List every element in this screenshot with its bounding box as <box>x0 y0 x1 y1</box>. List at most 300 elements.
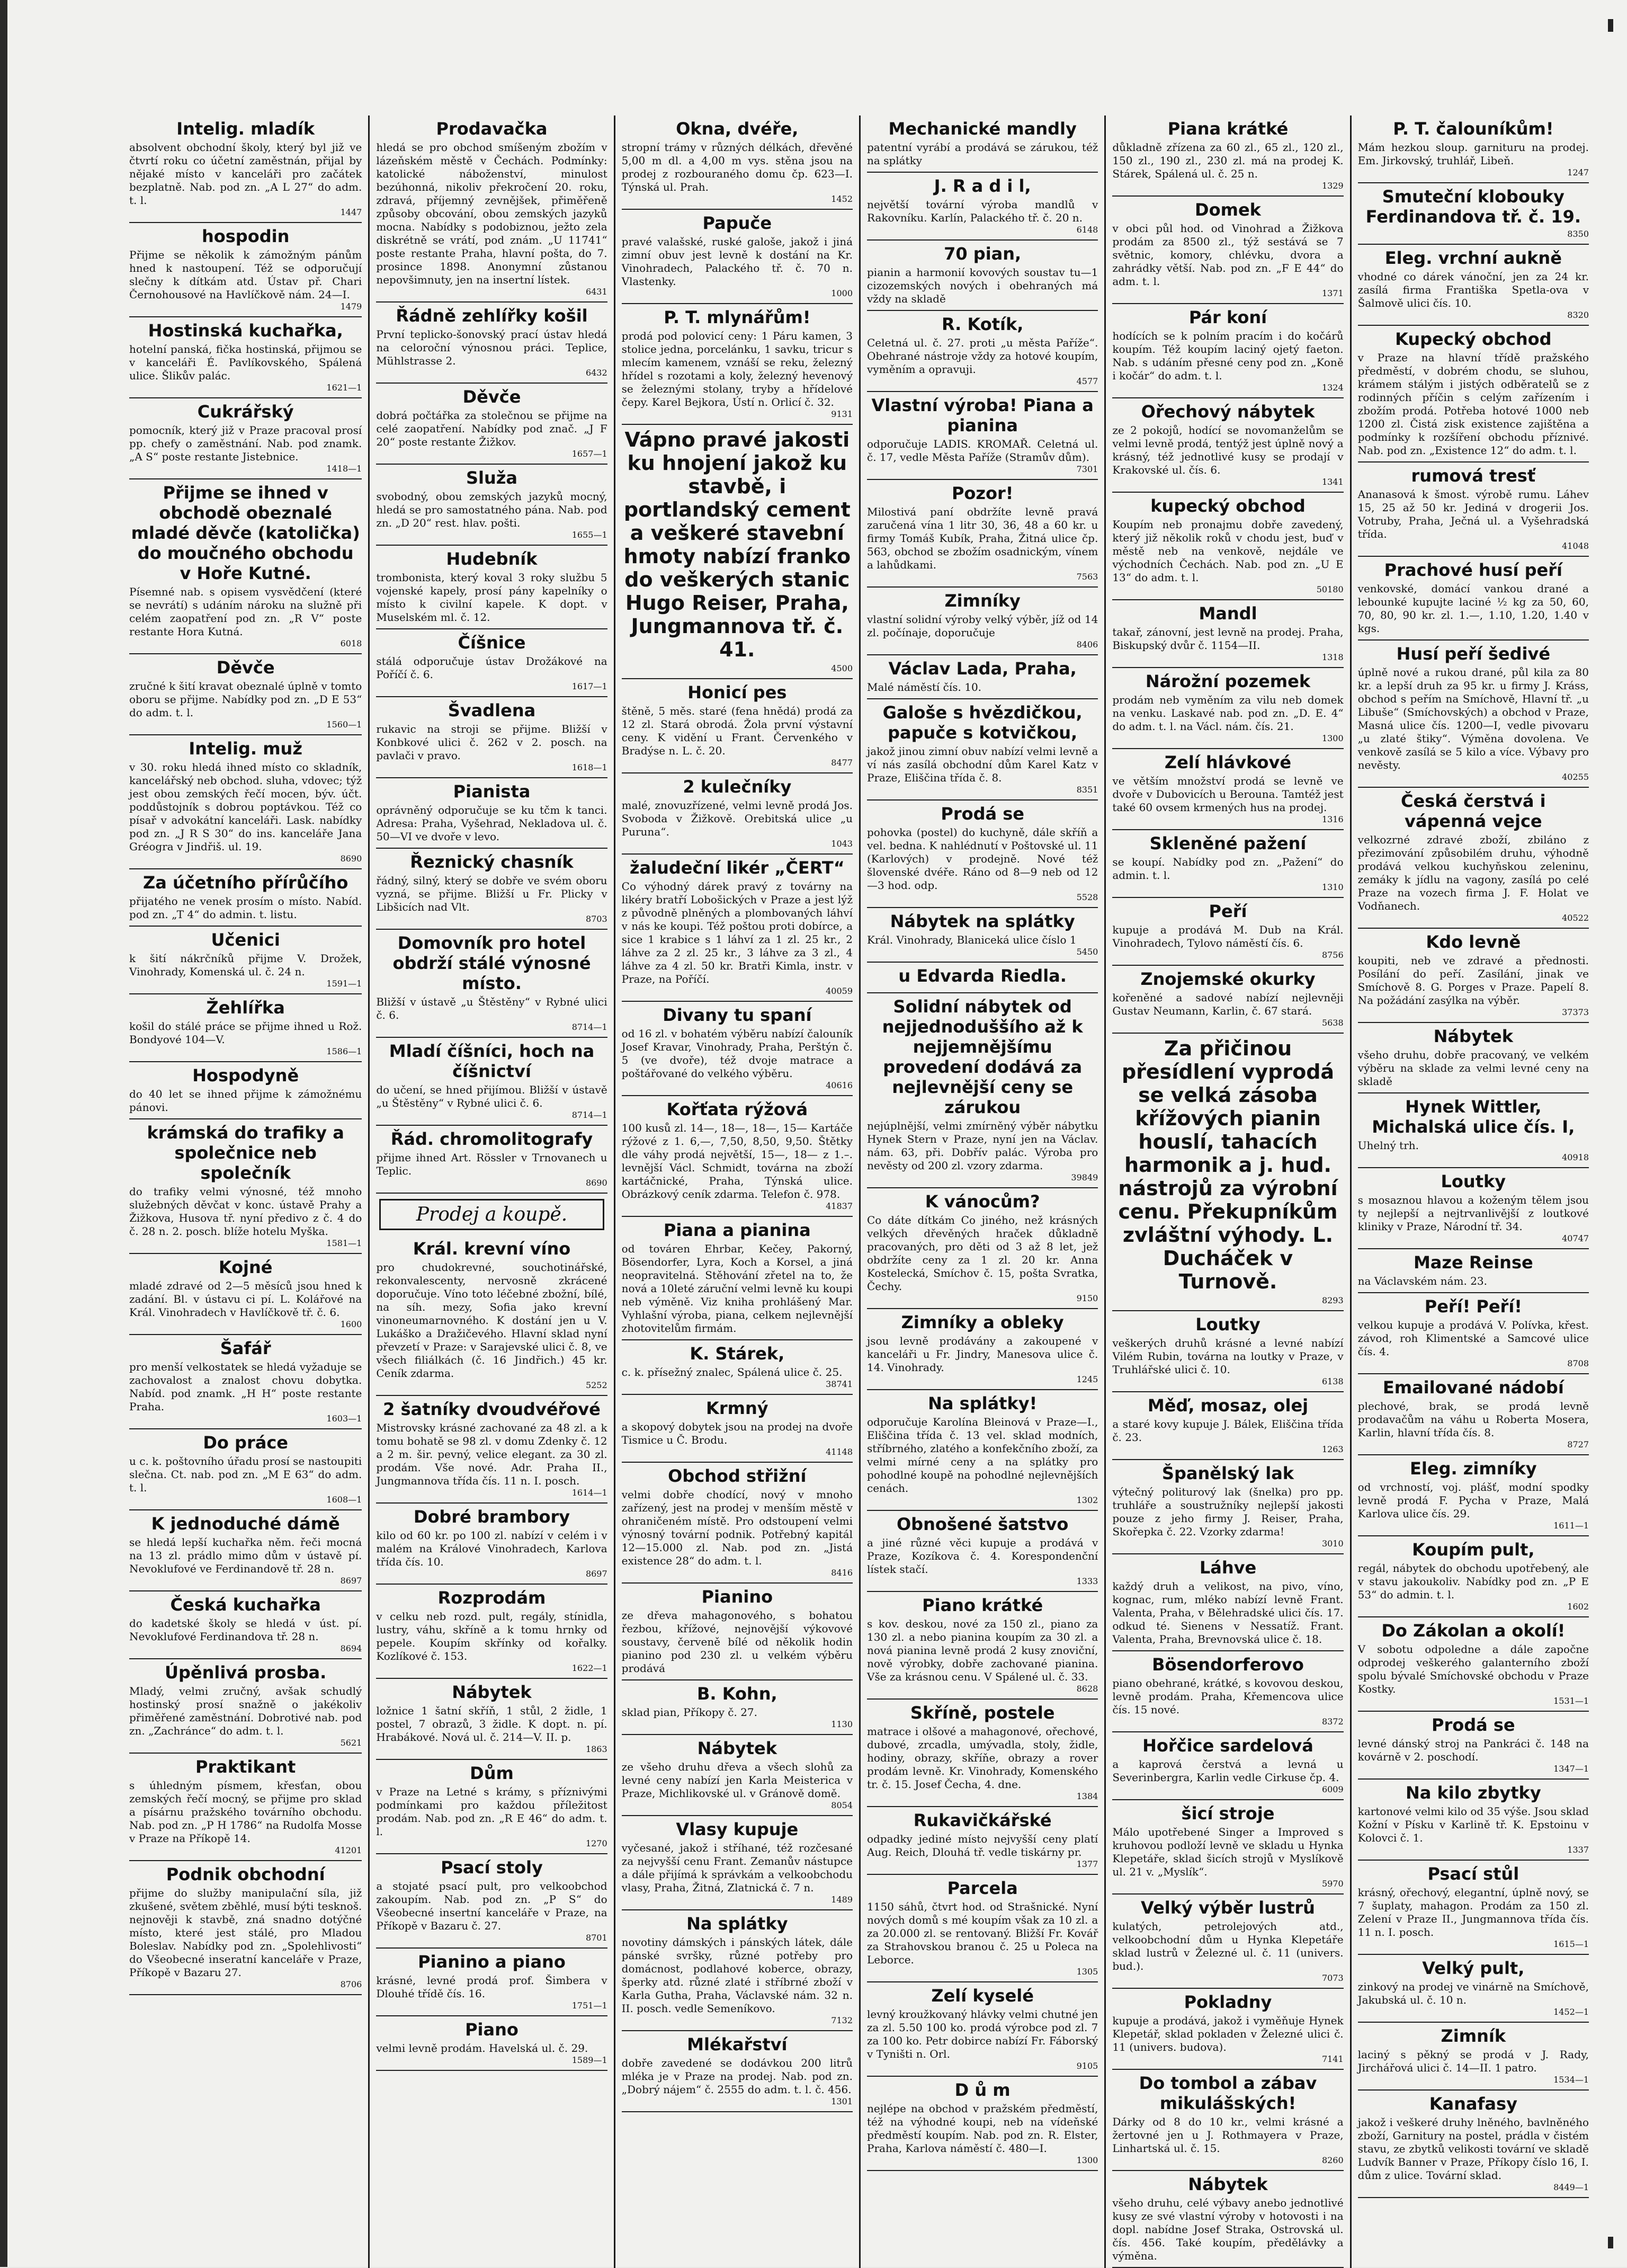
classified-ad <box>376 1038 607 1126</box>
ad-body: a skopový dobytek jsou na prodej na dvoře Tismice u Č. Brodu. <box>621 1420 853 1446</box>
ad-headline: Peří! Peří! <box>1424 1296 1522 1317</box>
ad-code: 8756 <box>1321 950 1344 960</box>
classified-ad <box>867 588 1098 655</box>
classified-ad <box>867 1700 1098 1807</box>
ad-body: jsou levně prodávány a zakoupené v kanceláři u Fr. Jindry, Manesova ulice č. 14. Vinohrady. <box>867 1335 1098 1374</box>
ad-headline: Peří <box>1209 901 1247 921</box>
ad-body: Uhelný trh. <box>1357 1139 1419 1152</box>
classified-ad <box>622 773 853 855</box>
classified-ad <box>622 855 853 1002</box>
ad-headline: Praktikant <box>195 1757 296 1777</box>
ad-body: Bližší v ústavě „u Štěstěny“ v Rybné ulici č. 6. <box>376 995 607 1021</box>
ad-body: stálá odporučuje ústav Drožákové na Poříčí č. 6. <box>376 655 607 681</box>
ad-headline: Galoše s hvězdičkou, papuče s kotvičkou, <box>882 702 1083 743</box>
ad-body: řádný, silný, který se dobře ve svém oboru vyzná, se přijme. Bližší u Fr. Plicky v Libšicích nad Vlt. <box>376 874 607 913</box>
classified-ad <box>622 1910 853 2031</box>
ad-column <box>614 115 859 2268</box>
ad-body: a staré kovy kupuje J. Bálek, Eliščina třída č. 23. <box>1112 1418 1344 1444</box>
ad-body: velkozrné zdravé zboží, zbiláno z přezimování způsobilém druhu, výhodně prodává velkou kuchyňskou zeleninu, zemáky k jídlu na vagony, zasílá po celé Praze na vozech firma J. F. Holat ve Vodňanech. <box>1357 833 1589 912</box>
ad-headline: Na kilo zbytky <box>1405 1783 1541 1803</box>
ad-headline: Parcela <box>947 1878 1018 1898</box>
ad-code: 1337 <box>1567 1845 1589 1855</box>
ad-code: 1301 <box>831 2096 853 2106</box>
section-heading-box: Prodej a koupě. <box>379 1199 604 1230</box>
ad-body: Mám hezkou sloup. garnituru na prodej. Em. Jirkovský, truhlář, Libeň. <box>1357 141 1589 167</box>
ad-headline: Okna, dvéře, <box>676 119 799 139</box>
classified-ad <box>622 1463 853 1584</box>
ad-headline: Pokladny <box>1184 1992 1272 2012</box>
ad-code: 1452—1 <box>1553 2007 1589 2017</box>
classified-ad <box>1358 463 1589 557</box>
classified-ad <box>129 1659 362 1754</box>
ad-code: 5621 <box>340 1738 362 1748</box>
classified-ad <box>376 465 607 546</box>
ad-headline: Eleg. vrchní aukně <box>1384 248 1562 268</box>
ad-body: Celetná ul. č. 27. proti „u města Paříže“. Obehrané nástroje vždy za hotové koupím, vyměním a opravuji. <box>867 336 1098 376</box>
ad-body: důkladně zřízena za 60 zl., 65 zl., 120 zl., 150 zl., 190 zl., 230 zl. má na prodej K. Stárek, Spálená ul. č. 25 n. <box>1112 141 1344 180</box>
ad-code: 8416 <box>831 1568 853 1578</box>
ad-code: 1611—1 <box>1553 1520 1589 1531</box>
ad-body: odporučuje Karolína Bleinová v Praze—I., Eliščina třída č. 13 vel. sklad modních, stříbrného, zlatého a konfekčního zboží, za velmi mírné ceny a na splátky pro pohodlné koupě na pohodlné nejlevnějších cenách. <box>867 1416 1098 1495</box>
ad-code: 8260 <box>1321 2155 1344 2165</box>
ad-headline: Kořťata rýžová <box>666 1099 808 1119</box>
ad-body: do trafiky velmi výnosné, též mnoho služebných děvčat v konc. ústavě Prahy a Žižkova, Husova tř. nyní předivo z č. 4 do č. 28 n. 2. posch. blíže hotelu Myška. <box>129 1185 362 1238</box>
ad-headline: Švadlena <box>448 700 536 721</box>
ad-headline: P. T. čalouníkům! <box>1393 119 1554 139</box>
ad-body: prodám neb vyměním za vilu neb domek na venku. Laskavé nab. pod zn. „D. E. 4“ do adm. t. l. na Václ. nám. čís. 21. <box>1112 693 1344 733</box>
ad-code: 41048 <box>1562 541 1589 551</box>
classified-ad <box>867 1982 1098 2077</box>
ad-code: 8703 <box>585 914 607 924</box>
ad-headline: Piano krátké <box>922 1595 1043 1615</box>
ad-headline: Král. krevní víno <box>413 1239 571 1259</box>
ad-code: 1531—1 <box>1553 1696 1589 1706</box>
classified-ad <box>129 654 362 735</box>
classified-ad <box>1358 1955 1589 2023</box>
ad-code: 1329 <box>1321 181 1344 191</box>
ad-code: 1300 <box>1321 733 1344 743</box>
ad-body: kořeněné a sadové nabízí nejlevněji Gustav Neumann, Karlin, č. 67 stará. <box>1112 991 1344 1017</box>
classified-ad <box>129 1861 362 1995</box>
ad-body: od továren Ehrbar, Kečey, Pakorný, Bösendorfer, Lyra, Koch a Korsel, a jiná neopravitelná. Stěhování zřetel na to, že nová a 10leté záruční velmi levně ku koupi neb výměně. Viz kniha prohlášený Mar. Vyhlašní výroba, piana, celkem nejlevnější zhotovitelům firmám. <box>621 1242 853 1335</box>
ad-body: novotiny dámských i pánských látek, dále pánské svršky, různé potřeby pro domácnost, podlahové koberce, obrazy, šperky atd. různé zlaté i stříbrné zboží v Karla Gutha, Praha, Václavské nám. 32 n. II. posch. vedle Semeníkovo. <box>621 1936 853 2015</box>
ad-headline: Do tombol a zábav mikulášských! <box>1139 2073 1317 2113</box>
ad-body: štěně, 5 měs. staré (fena hnědá) prodá za 12 zl. Stará obrodá. Žola první výstavní ceny. K vidění u Frant. Červenkého v Bradýse n. L. č. 20. <box>621 705 853 757</box>
ad-code: 8449—1 <box>1553 2182 1589 2192</box>
ad-body: hodících se k polním pracím i do kočárů koupím. Též koupím laciný ojetý faeton. Nab. s udáním přesné ceny pod zn. „Koně i kočár“ do adm. t. l. <box>1112 330 1344 382</box>
ad-code: 6431 <box>585 287 607 297</box>
classified-ad <box>1358 183 1589 245</box>
ad-code: 1418—1 <box>326 464 362 474</box>
ad-body: k šití nákrčníků přijme V. Drožek, Vinohrady, Komenská ul. č. 24 n. <box>129 952 362 978</box>
ad-body: trombonista, který koval 3 roky službu 5 vojenské kapely, prosí pány kapelníky o místo k civilní kapele. K dopt. v Muselském ml. č. 12. <box>376 571 607 624</box>
ad-headline: Kojné <box>218 1257 273 1277</box>
ad-headline: Nárožní pozemek <box>1145 671 1311 691</box>
ad-body: zručné k šití kravat obeznalé úplně v tomto oboru se přijme. Nabídky pod zn. „D E 53“ do adm. t. l. <box>129 680 362 719</box>
classified-ad <box>376 1235 607 1396</box>
ad-body: kulatých, petrolejových atd., velkoobchodní dům u Hynka Klepetáře sklad lustrů v Železné ul. č. 11 (univers. bud.). <box>1112 1920 1344 1972</box>
ad-headline: Mlékařství <box>687 2034 788 2054</box>
ad-code: 6009 <box>1321 1784 1344 1794</box>
ad-headline: Piana krátké <box>1167 119 1289 139</box>
ad-headline: krámská do trafiky a společnice neb společník <box>147 1123 344 1183</box>
ad-code: 6138 <box>1321 1376 1344 1386</box>
ad-body: nejlépe na obchod v pražském předměstí, též na výhodné koupi, neb na vídeňské předměstí koupím. Nab. pod zn. R. Elster, Praha, Karlova náměstí č. 480—I. <box>867 2102 1098 2155</box>
ad-headline: Vlasy kupuje <box>676 1819 799 1839</box>
classified-ad <box>1358 1861 1589 1955</box>
ad-body: Přijme se několik k zámožným pánům hned k nastoupení. Též se odporučují slečny k dítkám atd. Ústav př. Chari Černohousové na Havlíčkově nám. 24—I. <box>129 248 362 301</box>
ad-headline: Pár koní <box>1188 307 1267 327</box>
ad-body: velkou kupuje a prodává V. Polívka, křest. závod, roh Klimentské a Samcové ulice čís. 4. <box>1357 1319 1589 1358</box>
classified-ad <box>867 801 1098 908</box>
classified-ad <box>622 1584 853 1680</box>
ad-column <box>1104 115 1349 2268</box>
classified-ad <box>129 1335 362 1429</box>
ad-body: největší tovární výroba mandlů v Rakovníku. Karlín, Palackého tř. č. 20 n. <box>867 198 1098 224</box>
classified-ad <box>1358 1249 1589 1293</box>
ad-headline: Papuče <box>702 213 772 233</box>
ad-headline: 2 šatníky dvoudvéřové <box>383 1399 601 1419</box>
ad-headline: Nábytek <box>1433 1026 1514 1046</box>
ad-code: 8690 <box>340 853 362 864</box>
ad-body: stropní trámy v různých délkách, dřevěné 5,00 m dl. a 4,00 m vys. stěna jsou na prodej z rozbouraného domu čp. 623—I. Týnská ul. Prah. <box>621 141 853 193</box>
ad-headline: Domovník pro hotel obdrží stálé výnosné místo. <box>392 933 591 993</box>
ad-code: 8350 <box>1567 229 1589 239</box>
classified-ad <box>376 697 607 778</box>
ad-headline: K vánocům? <box>925 1191 1040 1212</box>
classified-ad <box>1358 1712 1589 1780</box>
ad-body: zinkový na prodej ve vinárně na Smíchově, Jakubská ul. č. 10 n. <box>1357 1980 1589 2006</box>
ad-body: a kaprová čerstvá a levná u Severinbergra, Karlin vedle Cirkuse čp. 4. <box>1112 1758 1344 1784</box>
classified-ad <box>1358 1168 1589 1249</box>
ad-body: hotelní panská, fička hostinská, přijmou se v kanceláři É. Pavlíkovského, Spálená ulice. Šlikův palác. <box>129 343 362 382</box>
ad-code: 1347—1 <box>1553 1764 1589 1774</box>
classified-ad <box>1358 641 1589 788</box>
ad-headline: Prachové husí peří <box>1384 560 1562 580</box>
ad-body: veškerých druhů krásné a levné nabízí Vilém Rubin, továrna na loutky v Praze, v Truhlářské ulici č. 10. <box>1112 1337 1344 1376</box>
classified-ad <box>1112 1392 1343 1460</box>
classified-ad <box>1358 1293 1589 1374</box>
classified-ad <box>1112 1651 1343 1732</box>
classified-ad <box>867 1390 1098 1511</box>
ad-body: 100 kusů zl. 14—, 18—, 18—, 15— Kartáče rýžové z 1. 6,—, 7,50, 8,50, 9,50. Štětky dle váhy prodá největší, 15—, 18— z 1.–. levnější Václ. Schmidt, továrna na zboží kartáčnické, Praha, Týnská ulice. Obrázkový ceník zdarma. Telefon č. 978. <box>621 1122 853 1200</box>
classified-ad <box>1112 197 1343 304</box>
ad-code: 8351 <box>1076 785 1098 795</box>
classified-ad <box>376 1504 607 1585</box>
ad-headline: K jednoduché dámě <box>151 1514 340 1534</box>
ad-code: 1591—1 <box>326 979 362 989</box>
classified-ad <box>376 303 607 384</box>
classified-ad <box>129 479 362 654</box>
ad-headline: Intelig. muž <box>189 739 302 759</box>
ad-headline: Za účetního přírůčího <box>143 873 348 893</box>
ad-body: levný kroužkovaný hlávky velmi chutné jen za zl. 5.50 100 ko. prodá výrobce pod zl. 7 za 100 ko. Petr dobirce nabízí Fr. Fáborský v Tyništi n. Orl. <box>867 2008 1098 2060</box>
classified-ad <box>1358 1780 1589 1861</box>
ad-code: 1333 <box>1076 1576 1098 1586</box>
ad-headline: Mechanické mandly <box>888 119 1077 139</box>
classified-ad <box>622 2031 853 2112</box>
ad-code: 1655—1 <box>571 530 607 540</box>
ad-headline: Dobré brambory <box>413 1507 570 1527</box>
ad-body: všeho druhu, dobře pracovaný, ve velkém výběru na sklade za velmi levné ceny na skladě <box>1357 1048 1589 1088</box>
ad-headline: Úpěnlivá prosba. <box>165 1662 327 1683</box>
ad-body: jakož i veškeré druhy lněného, bavlněného zboží, Garnitury na postel, prádla v čistém stavu, ze zbytků velikosti tovární ve skladě Ludvík Banner v Praze, Příkopy číslo 16, I. dům z ulice. Tovární sklad. <box>1357 2116 1589 2182</box>
ad-body: v celku neb rozd. pult, regály, stínidla, lustry, váhu, skříně a k tomu hrnky od pepele. Koupím skřínky od kořalky. Kozlíkové č. 153. <box>376 1610 607 1662</box>
ad-headline: Na splátky <box>686 1914 788 1934</box>
classified-ad <box>376 1679 607 1760</box>
ad-headline: Pianino <box>701 1587 773 1607</box>
ad-body: absolvent obchodní školy, který byl již ve čtvrtí roku co účetní zaměstnán, přijal by nějaké místo v kanceláři pro začátek bezplatně. Nab. pod zn. „A L 27“ do adm. t. l. <box>129 141 362 207</box>
ad-body: mladé zdravé od 2—5 měsíců jsou hned k zadání. Bl. v ústavu ci pí. L. Kolářové na Král. Vinohradech v Havlíčkově tř. č. 6. <box>129 1279 362 1319</box>
ad-body: Milostivá paní obdržíte levně pravá zaručená vína 1 litr 30, 36, 48 a 60 kr. u firmy Tomáš Kubík, Praha, Žitná ulice čp. 563, obchod se zbožím osadnickým, vínem a lahůdkami. <box>867 505 1098 571</box>
ad-code: 37373 <box>1562 1007 1589 1017</box>
classified-ad <box>1112 1311 1343 1392</box>
classified-ad <box>376 930 607 1038</box>
ad-body: pianin a harmonií kovových soustav tu—1 cizozemských nových i obehraných má vždy na skladě <box>867 266 1098 305</box>
classified-ad <box>622 304 853 425</box>
ad-body: 1150 sáhů, čtvrt hod. od Strašnické. Nyní nových domů s mé koupím však za 10 zl. a za 20.000 zl. se rentovaný. Bližší Fr. Kovář za Strahovskou branou č. 25 u Poleca na Leborce. <box>867 1900 1098 1966</box>
ad-headline: Velký výběr lustrů <box>1141 1898 1315 1918</box>
ad-headline: Piano <box>465 2020 519 2040</box>
ad-body: přijme do služby manipulační síla, již zkušené, světem zběhlé, musí býti tesknoš. nejnověji k stavbě, zná snadno dotýčné místo, které jest stálé, pro Mladou Boleslav. Nabídky pod zn. „Spolehlivosti“ do Všeobecné inseratní kanceláře v Praze, Příkopě v Bazaru 27. <box>129 1887 362 1979</box>
ad-code: 1603—1 <box>326 1413 362 1424</box>
classified-ad <box>129 1591 362 1659</box>
ad-body: přijatého ne venek prosím o místo. Nabíd. pod zn. „T 4“ do admin. t. listu. <box>129 895 362 921</box>
ad-headline: Prodá se <box>941 804 1024 824</box>
classified-ad <box>622 1340 853 1395</box>
ad-code: 1657—1 <box>571 449 607 459</box>
classified-ad <box>1112 749 1343 830</box>
ad-headline: Prodá se <box>1432 1715 1515 1735</box>
classified-ad <box>376 1760 607 1854</box>
classified-ad <box>867 173 1098 241</box>
ad-headline: Vápno pravé jakosti ku hnojení jakož ku stavbě, i portlandský cement a veškeré stavební hmoty nabízí franko do veškerých stanic Hugo Reiser, Praha, Jungmannova tř. č. 41. <box>623 428 851 661</box>
ad-code: 1452 <box>831 194 853 204</box>
ad-body: vhodné co dárek vánoční, jen za 24 kr. zasílá firma Františka Spetla-ova v Šalmově ulici čís. 10. <box>1357 270 1589 309</box>
ad-code: 1377 <box>1076 1859 1098 1869</box>
ad-headline: B. Kohn, <box>697 1684 777 1704</box>
ad-code: 1534—1 <box>1553 2075 1589 2085</box>
ad-body: ze 2 pokojů, hodící se novomanželům se velmi levně prodá, tentýž jest úplně nový a krásný, též jednotlivé kusy se prodají v Krakovské ul. čís. 6. <box>1112 424 1344 476</box>
classified-ad <box>867 241 1098 311</box>
ad-code: 1600 <box>340 1319 362 1329</box>
ad-body: c. k. přísežný znalec, Spálená ulice č. 25. <box>621 1366 843 1378</box>
ad-code: 1608—1 <box>326 1495 362 1505</box>
ad-body: laciný s pěkný se prodá v J. Rady, Jirchářová ulici č. 14—II. 1 patro. <box>1357 2048 1589 2074</box>
ad-headline: Koupím pult, <box>1412 1540 1535 1560</box>
ad-code: 1324 <box>1321 383 1344 393</box>
ad-headline: Hořčice sardelová <box>1142 1736 1313 1756</box>
classified-ad <box>1358 1455 1589 1536</box>
ad-body: a stojaté psací pult, pro velkoobchod zakoupím. Nab. pod zn. „P S“ do Všeobecné insertní kanceláře v Praze, na Příkopě v Bazaru č. 27. <box>376 1880 607 1932</box>
ad-headline: Nábytek <box>1188 2174 1268 2194</box>
ad-headline: Nábytek <box>697 1738 777 1758</box>
ad-code: 1270 <box>585 1838 607 1848</box>
ad-body: všeho druhu, celé výbavy anebo jednotlivé kusy ze své vlastní výroby v hotovosti i na dopl. nabídne Josef Straka, Ostrovská ul. čís. 456. Také koupím, předělávky a výměna. <box>1112 2196 1344 2262</box>
ad-code: 7301 <box>1076 464 1098 474</box>
ad-code: 1581—1 <box>326 1238 362 1248</box>
ad-body: svobodný, obou zemských jazyků mocný, hledá se pro samostatného pána. Nab. pod zn. „D 20“ rest. hlav. pošti. <box>376 490 607 529</box>
ad-code: 1371 <box>1321 288 1344 298</box>
ad-headline: Přijme se ihned v obchodě obeznalé mladé děvče (katolička) do moučného obchodu v Hoře Kutné. <box>131 483 360 583</box>
ad-code: 39849 <box>1071 1172 1098 1182</box>
classified-ad <box>1358 1093 1589 1168</box>
classified-ad <box>1358 1617 1589 1712</box>
ad-headline: Kdo levně <box>1426 932 1521 952</box>
ad-body: krásné, levné prodá prof. Šimbera v Dlouhé třídě čís. 16. <box>376 1974 607 2000</box>
ad-headline: Na splátky! <box>928 1393 1038 1413</box>
classified-ad <box>622 210 853 304</box>
classified-ad <box>129 1254 362 1335</box>
ad-headline: 2 kulečníky <box>683 777 792 797</box>
ad-headline: Služa <box>466 468 517 488</box>
ad-body: hledá se pro obchod smíšeným zbožím v lázeňském městě v Čechách. Podmínky: katolické náboženství, minulost bezúhonná, nikoliv překročení 20. roku, zdravá, příjemný zevnějšek, přiměřeně způsoby obcování, obou zemských jazyků mocna. Nabídky s podobiznou, ježto zela diskrétně se vrátí, pod znám. „U 11741“ poste restante Praha, hlavní pošta, do 7. prosince 1898. Anonymní zůstanou nepovšimnuty, jen na insertní lístek. <box>376 141 607 286</box>
ad-code: 1318 <box>1321 652 1344 662</box>
ad-headline: Husí peří šedivé <box>1396 644 1551 664</box>
ad-body: kartonové velmi kilo od 35 výše. Jsou sklad Kožní v Písku v Karlině tř. K. Epstoinu v Kolovci č. 1. <box>1357 1805 1589 1844</box>
classified-ad <box>129 1510 362 1591</box>
ad-headline: P. T. mlynářům! <box>664 307 811 327</box>
ad-body: od 16 zl. v bohatém výběru nabízí čalouník Josef Kravar, Vinohrady, Praha, Perštýn č. 5 (ve dvoře), též dvoje matrace a poštářované do velkého výběru. <box>621 1027 853 1080</box>
ad-code: 7132 <box>831 2015 853 2025</box>
classified-ad <box>1112 1895 1343 1989</box>
classified-ad <box>376 1126 607 1194</box>
ad-code: 40918 <box>1562 1152 1589 1162</box>
ad-body: malé, znovuzřízené, velmi levně prodá Jos. Svoboda v Žižkově. Orebitská ulice „u Puruna“. <box>621 799 853 838</box>
ad-body: na Václavském nám. 23. <box>1357 1275 1488 1287</box>
ad-headline: R. Kotík, <box>941 314 1024 334</box>
ad-body: dobrá počtářka za stolečnou se přijme na celé zaopatření. Nabídky pod znač. „J F 20“ poste restante Žižkov. <box>376 409 607 448</box>
ad-code: 41148 <box>826 1447 853 1457</box>
ad-body: se hledá lepší kuchařka něm. řeči mocná na 13 zl. prádlo mimo dům v ústavě pí. Nevoklufové ve Ferdinandově tř. 28 n. <box>129 1536 362 1575</box>
ad-column <box>1350 115 1595 2268</box>
ad-code: 1618—1 <box>571 762 607 772</box>
classified-ad <box>1112 304 1343 398</box>
classified-ad <box>129 1429 362 1510</box>
ad-code: 1617—1 <box>571 681 607 691</box>
classified-ad <box>129 927 362 994</box>
classified-ad <box>376 1585 607 1679</box>
classified-ad <box>622 425 853 679</box>
ad-body: Koupím neb pronajmu dobře zavedený, který již několik roků v chodu jest, buď v městě neb na venkově, nejdále ve východních Čechách. Nab. pod zn. „U E 13“ do adm. t. l. <box>1112 518 1344 584</box>
ad-headline: Děvče <box>462 387 521 407</box>
classified-ad <box>1112 830 1343 898</box>
ad-code: 8714—1 <box>571 1022 607 1032</box>
ad-body: matrace i olšové a mahagonové, ořechové, dubové, zrcadla, umývadla, stoly, židle, hodiny, obrazy, skříňe, obrazy a rover prodám levně. Kr. Vinohrady, Komenského tr. č. 15. Josef Čecha, 4. dne. <box>867 1725 1098 1791</box>
ad-code: 8701 <box>585 1933 607 1943</box>
ad-body: nejúplnější, velmi zmírněný výběr nábytku Hynek Stern v Praze, nyní jen na Václav. nám. 63, při. Dobřív palác. Výroba pro nevěsty od 200 zl. vzory zdarma. <box>867 1119 1098 1172</box>
ad-code: 1245 <box>1076 1374 1098 1384</box>
ad-headline: Hostinská kuchařka, <box>148 321 343 341</box>
ad-headline: Děvče <box>216 657 275 678</box>
ad-body: do 40 let se ihned přijme k zámožnému pánovi. <box>129 1088 362 1114</box>
ad-body: do kadetské školy se hledá v úst. pí. Nevoklufové Ferdinandova tř. 28 n. <box>129 1617 362 1643</box>
ad-code: 9105 <box>1076 2061 1098 2071</box>
classified-ad <box>867 392 1098 480</box>
ad-headline: Krmný <box>706 1398 768 1418</box>
ad-body: Co výhodný dárek pravý z továrny na likéry bratří Lobošických v Praze a jest lýž z původně plněných a plombovaných láhví v nás ke koupi. Též poštou proti dobírce, a sice 1 krabice s 1 láhví za 1 zl. 25 kr., 2 láhve za 2 zl. 25 kr., 3 láhve za 3 zl., 4 láhve za 4 zl. 50 kr. Bratři Kimla, instr. v Praze, na Poříčí. <box>621 880 853 985</box>
ad-code: 8697 <box>340 1576 362 1586</box>
classified-ad <box>376 1854 607 1949</box>
ad-code: 6018 <box>340 638 362 648</box>
ad-body: Dárky od 8 do 10 kr., velmi krásné a žertovné jen u J. Rothmayera v Praze, Linhartská ul. č. 15. <box>1112 2115 1344 2155</box>
ad-headline: Žehlířka <box>206 998 285 1018</box>
ad-column <box>123 115 368 2268</box>
ad-code: 9150 <box>1076 1293 1098 1303</box>
ad-code: 5450 <box>1076 947 1098 957</box>
ad-body: ze všeho druhu dřeva a všech slohů za levné ceny nabízí jen Karla Meisterica v Praze, Michlikovské ul. v Gránově domě. <box>621 1760 853 1800</box>
classified-ad <box>1358 1536 1589 1617</box>
ad-headline: Podnik obchodní <box>166 1864 325 1884</box>
classified-ad <box>129 1754 362 1861</box>
ad-body: patentní vyrábí a prodává se zárukou, též na splátky <box>867 141 1098 167</box>
ad-body: krásný, ořechový, elegantní, úplně nový, se 7 šuplaty, mahagon. Prodám za 150 zl. Zelení v Praze II., Jungmannova třída čís. 11 n. I. posch. <box>1357 1886 1589 1938</box>
ad-code: 40522 <box>1562 913 1589 923</box>
ad-body: košil do stálé práce se přijme ihned u Rož. Bondyové 104—V. <box>129 1020 362 1046</box>
ad-body: vyčesané, jakož i stříhané, též rozčesané za nejvyšší cenu Frant. Zemanův nástupce a dále přijímá k správkám a velkoobchodu vlasy, Praha, Žitná, Zlatnická č. 7 n. <box>621 1842 853 1894</box>
ad-headline: Ořechový nábytek <box>1141 402 1315 422</box>
classified-ad <box>1112 898 1343 966</box>
ad-body: Písemné nab. s opisem vysvědčení (které se nevrátí) s udáním nároku na služně při celém zaopatření pod zn. „R V“ poste restante Hora Kutná. <box>129 585 362 638</box>
ad-headline: Španělský lak <box>1161 1463 1294 1483</box>
ad-body: Mistrovsky krásné zachované za 48 zl. a k tomu bohatě se 98 zl. v domu Zdenky č. 12 a 2 m. šir. pevný, velice elegant. za 30 zl. prodám. Vše nové. Adr. Praha II., Jungmannova třída čís. 11 n. I. posch. <box>376 1421 607 1487</box>
ad-body: pohovka (postel) do kuchyně, dále skříň a vel. bedna. K nahlédnutí v Poštovské ul. 11 (Karlových) v prodejně. Nové též šlovenské dvéře. Ráno od 8—9 neb od 12—3 hod. odp. <box>867 826 1098 892</box>
classified-ad <box>129 869 362 927</box>
ad-code: 1341 <box>1321 477 1344 487</box>
ad-headline: Nábytek na splátky <box>890 911 1075 931</box>
ad-code: 1479 <box>340 301 362 312</box>
ad-body: V sobotu odpoledne a dále započne odprodej veškerého galanterního zboží spolu bývalé Smíchovské obchodu v Praze Kostky. <box>1357 1643 1589 1695</box>
ad-body: v Praze na hlavní třídě pražského předměstí, v dobrém chodu, se sluhou, krámem stálým i jistých odběratelů se z rodinných příčin s celým zařízením i zbožím prodá. Potřeba hotové 1000 neb 1200 zl. Čistá zisk existence zajištěna a podmínky k rozšíření obchodu příznivé. Nab. pod zn. „Existence 12“ do adm. t. l. <box>1357 351 1589 457</box>
ad-body: ve větším množství prodá se levně ve dvoře v Dubovicích u Berouna. Tamtéž jest také 60 ovsem krmených hus na prodej. <box>1112 775 1344 814</box>
ad-body: První teplicko-šonovský prací ústav hledá na celoroční výnosnou práci. Teplice, Mühlstrasse 2. <box>376 328 607 367</box>
classified-ad <box>129 115 362 223</box>
ad-headline: rumová tresť <box>1411 466 1536 486</box>
classified-ad <box>376 115 607 303</box>
ad-body: výtečný politurový lak (šnelka) pro pp. truhláře a soustružníky nejlepší jakosti pouze z jeho firmy J. Reiser, Praha, Skořepka č. 22. Vzorky zdarma! <box>1112 1486 1344 1538</box>
classified-ad <box>867 1309 1098 1390</box>
classified-ad <box>867 2077 1098 2171</box>
ad-headline: Vlastní výroba! Piana a pianina <box>871 395 1094 435</box>
classified-ad <box>1358 2091 1589 2198</box>
registration-mark-top <box>1608 19 1613 32</box>
classified-ad <box>622 1680 853 1735</box>
ad-column <box>368 115 613 2268</box>
ad-code: 8690 <box>585 1178 607 1188</box>
ad-headline: Eleg. zimníky <box>1410 1458 1537 1479</box>
ad-body: venkovské, domácí vankou drané a lebounké kupujte laciné ½ kg za 50, 60, 70, 80, 90 kr. zl. 1.—, 1.10, 1.20, 1.40 v kgs. <box>1357 582 1589 635</box>
ad-body: dobře zavedené se dodávkou 200 litrů mléka je v Praze na prodej. Nab. pod zn. „Dobrý nájem“ č. 2555 do adm. t. l. č. 456. <box>621 2057 853 2096</box>
classified-ad <box>1358 115 1589 183</box>
ad-code: 8708 <box>1567 1358 1589 1368</box>
classified-ad <box>129 398 362 479</box>
ad-headline: Intelig. mladík <box>176 119 315 139</box>
ad-headline: J. R a d i l, <box>934 176 1031 196</box>
ad-body: odporučuje LADIS. KROMAŘ. Celetná ul. č. 17, vedle Města Paříže (Stramův dům). <box>867 438 1098 464</box>
ad-body: regál, nábytek do obchodu upotřebený, ale v stavu jakoukoliv. Nabídky pod zn. „P E 53“ do admin. t. l. <box>1357 1562 1589 1601</box>
classified-ad <box>1112 115 1343 197</box>
ad-body: do učení, se hned přijímou. Bližší v ústavě „u Štěstěny“ v Rybné ulici č. 6. <box>376 1083 607 1109</box>
ad-body: odpadky jediné místo nejvyšší ceny platí Aug. Reich, Dlouhá tř. vedle tiskárny pr. <box>867 1833 1098 1858</box>
ad-headline: Číšnice <box>458 633 526 653</box>
ad-code: 8293 <box>1321 1295 1344 1305</box>
classified-ad <box>1112 1732 1343 1800</box>
ad-headline: Zelí kyselé <box>931 1986 1034 2006</box>
classified-ad <box>376 849 607 930</box>
classified-ad <box>1112 1800 1343 1895</box>
classified-ad <box>376 629 607 697</box>
classified-ad <box>1112 1460 1343 1554</box>
